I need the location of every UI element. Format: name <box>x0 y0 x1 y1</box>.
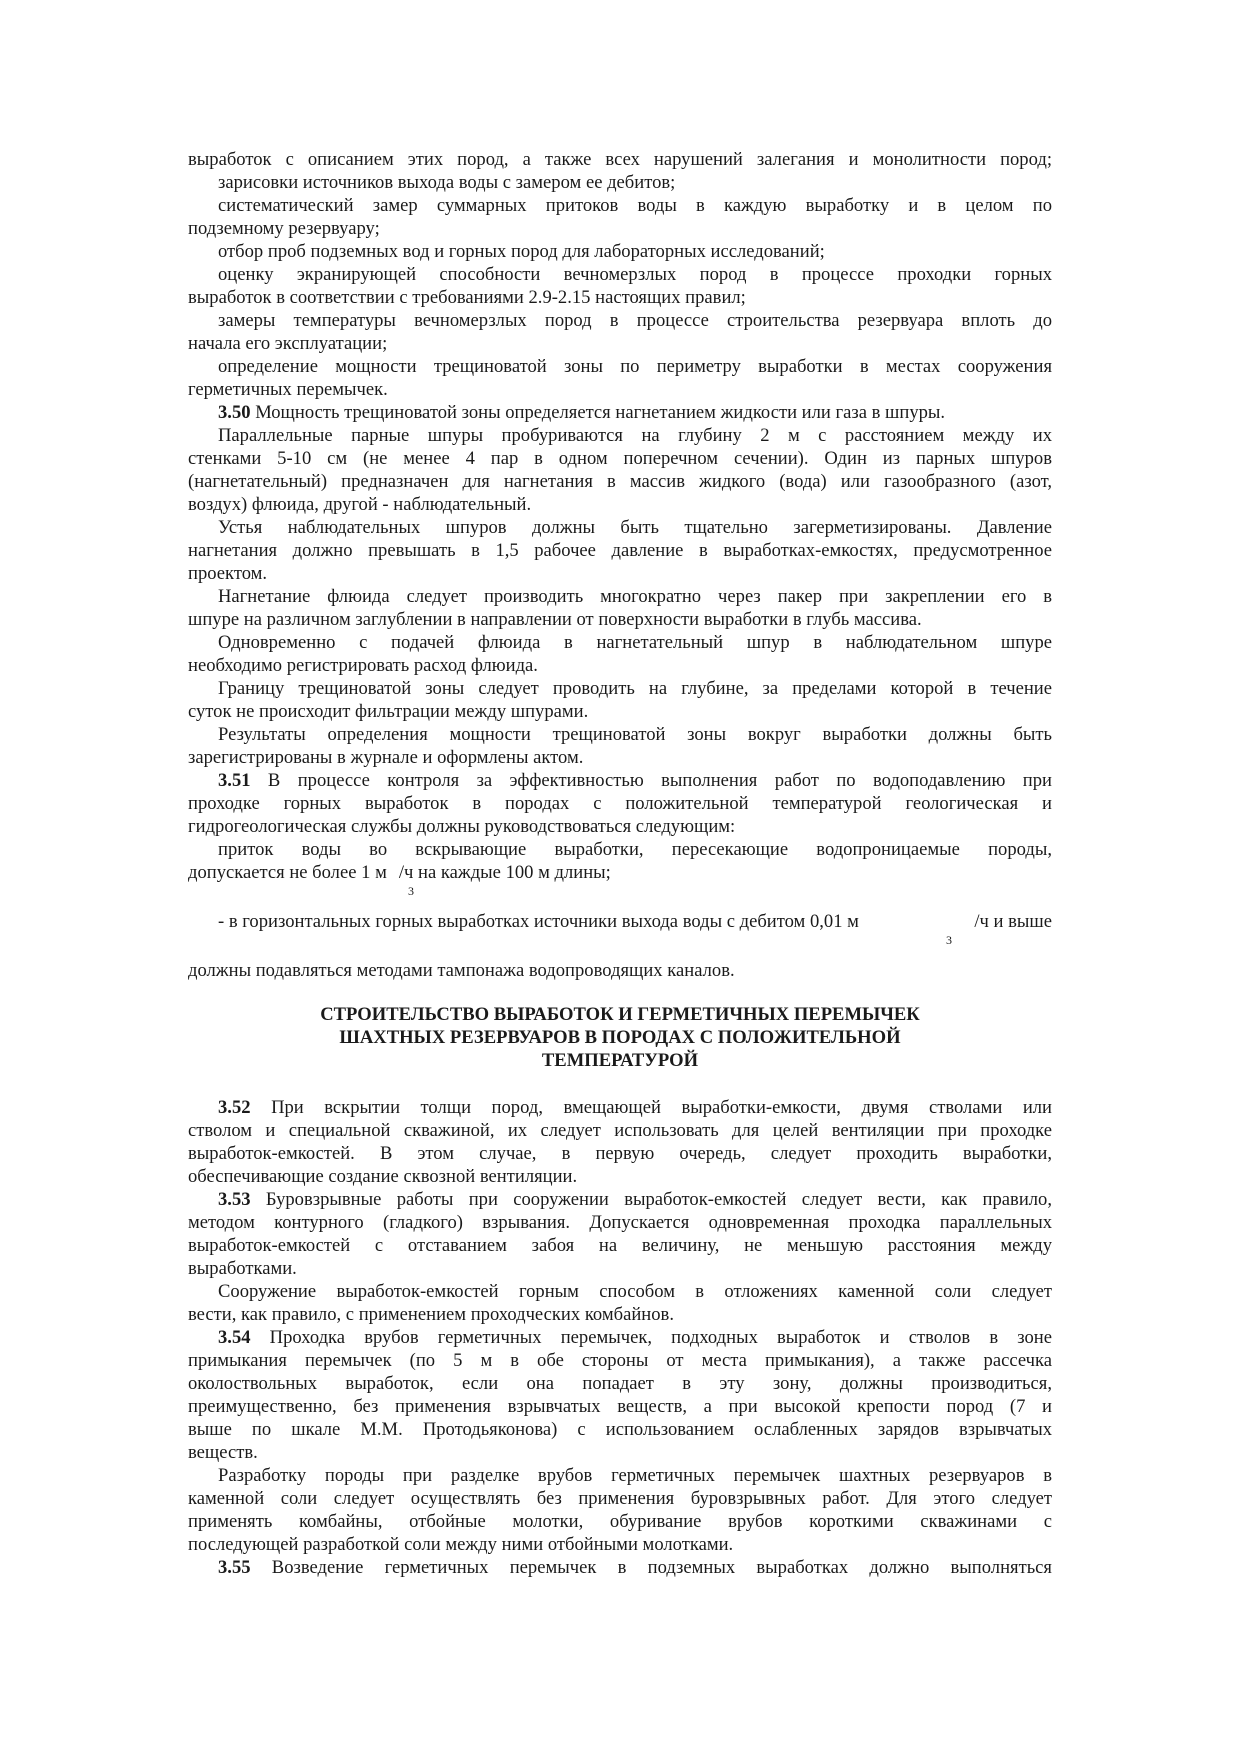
section-heading: ШАХТНЫХ РЕЗЕРВУАРОВ В ПОРОДАХ С ПОЛОЖИТЕЛЬНОЙ <box>339 1027 901 1048</box>
clause-3-54 <box>218 1329 1052 1348</box>
text-line: шпуре на различном заглублении в направлении от поверхности выработки в глубь массива. <box>188 609 922 630</box>
text-line: применять комбайны, отбойные молотки, обуривание врубов короткими скважинами с <box>188 1511 1052 1532</box>
text-line: суток не происходит фильтрации между шпурами. <box>188 701 589 722</box>
clause-3-53 <box>218 1191 1052 1210</box>
text-line: Сооружение выработок-емкостей горным способом в отложениях каменной соли следует <box>218 1281 1052 1302</box>
text-line: выработками. <box>188 1258 297 1279</box>
clause-3-55 <box>218 1559 1052 1578</box>
text-line: обеспечивающие создание сквозной вентиляции. <box>188 1166 578 1187</box>
text-line: проектом. <box>188 563 268 584</box>
text-fragment: - в горизонтальных горных выработках источники выхода воды с дебитом 0,01 м <box>218 911 859 932</box>
text-line: Параллельные парные шпуры пробуриваются на глубину 2 м с расстоянием между их <box>218 425 1052 446</box>
text-line: нагнетания должно превышать в 1,5 рабочее давление в выработках-емкостях, предусмотренное <box>188 540 1052 561</box>
text-line: Буровзрывные работы при сооружении выработок-емкостей следует вести, как правило, <box>250 1189 1052 1210</box>
clause-number: 3.55 <box>218 1557 251 1578</box>
text-line: В процессе контроля за эффективностью выполнения работ по водоподавлению при <box>250 770 1052 791</box>
text-line: примыкания перемычек (по 5 м в обе стороны от места примыкания), а также рассечка <box>188 1350 1052 1371</box>
superscript-cubed: 3 <box>946 933 952 947</box>
text-fragment: допускается не более 1 м <box>188 862 387 883</box>
text-line: Проходка врубов герметичных перемычек, подходных выработок и стволов в зоне <box>250 1327 1052 1348</box>
text-line <box>188 864 611 883</box>
text-line: Разработку породы при разделке врубов герметичных перемычек шахтных резервуаров в <box>218 1465 1052 1486</box>
text-line: Одновременно с подачей флюида в нагнетательный шпур в наблюдательном шпуре <box>218 632 1052 653</box>
text-fragment: /ч и выше <box>974 911 1052 932</box>
text-line <box>218 913 1052 932</box>
text-line: преимущественно, без применения взрывчатых веществ, а при высокой крепости пород (7 и <box>188 1396 1052 1417</box>
text-line: зарисовки источников выхода воды с замером ее дебитов; <box>218 172 676 193</box>
text-line: зарегистрированы в журнале и оформлены актом. <box>188 747 584 768</box>
text-line: должны подавляться методами тампонажа водопроводящих каналов. <box>188 960 735 981</box>
section-heading: СТРОИТЕЛЬСТВО ВЫРАБОТОК И ГЕРМЕТИЧНЫХ ПЕРЕМЫЧЕК <box>320 1004 920 1025</box>
text-line: начала его эксплуатации; <box>188 333 388 354</box>
text-line: отбор проб подземных вод и горных пород для лабораторных исследований; <box>218 241 825 262</box>
text-line: Устья наблюдательных шпуров должны быть тщательно загерметизированы. Давление <box>218 517 1052 538</box>
text-line: необходимо регистрировать расход флюида. <box>188 655 538 676</box>
clause-number: 3.51 <box>218 770 251 791</box>
clause-3-50 <box>218 404 945 423</box>
text-line: При вскрытии толщи пород, вмещающей выработки-емкости, двумя стволами или <box>250 1097 1052 1118</box>
text-line: выработок-емкостей с отставанием забоя на величину, не меньшую расстояния между <box>188 1235 1052 1256</box>
text-line: каменной соли следует осуществлять без применения буровзрывных работ. Для этого следует <box>188 1488 1052 1509</box>
text-line: веществ. <box>188 1442 258 1463</box>
text-line: Результаты определения мощности трещиноватой зоны вокруг выработки должны быть <box>218 724 1052 745</box>
text-line: определение мощности трещиноватой зоны по периметру выработки в местах сооружения <box>218 356 1052 377</box>
text-line: выработок в соответствии с требованиями 2.9-2.15 настоящих правил; <box>188 287 746 308</box>
clause-number: 3.50 <box>218 402 251 423</box>
text-line: выше по шкале М.М. Протодьяконова) с использованием ослабленных зарядов взрывчатых <box>188 1419 1052 1440</box>
text-line: подземному резервуару; <box>188 218 380 239</box>
text-line: Границу трещиноватой зоны следует проводить на глубине, за пределами которой в течение <box>218 678 1052 699</box>
text-line: выработок с описанием этих пород, а также всех нарушений залегания и монолитности пород; <box>188 149 1052 170</box>
text-line: гидрогеологическая службы должны руководствоваться следующим: <box>188 816 736 837</box>
text-line: Мощность трещиноватой зоны определяется нагнетанием жидкости или газа в шпуры. <box>250 402 946 423</box>
superscript-cubed: 3 <box>408 884 414 898</box>
text-line: последующей разработкой соли между ними отбойными молотками. <box>188 1534 734 1555</box>
clause-3-51 <box>218 772 1052 791</box>
clause-number: 3.54 <box>218 1327 251 1348</box>
section-heading: ТЕМПЕРАТУРОЙ <box>541 1050 699 1071</box>
text-line: оценку экранирующей способности вечномерзлых пород в процессе проходки горных <box>218 264 1052 285</box>
text-line: вести, как правило, с применением проходческих комбайнов. <box>188 1304 674 1325</box>
text-line: стенками 5-10 см (не менее 4 пар в одном поперечном сечении). Один из парных шпуров <box>188 448 1052 469</box>
text-line: методом контурного (гладкого) взрывания. Допускается одновременная проходка параллельных <box>188 1212 1052 1233</box>
text-line: воздух) флюида, другой - наблюдательный. <box>188 494 532 515</box>
text-line: замеры температуры вечномерзлых пород в процессе строительства резервуара вплоть до <box>218 310 1052 331</box>
clause-number: 3.53 <box>218 1189 251 1210</box>
text-line: герметичных перемычек. <box>188 379 388 400</box>
text-line: проходке горных выработок в породах с положительной температурой геологическая и <box>188 793 1052 814</box>
text-line: (нагнетательный) предназначен для нагнетания в массив жидкого (вода) или газообразного (азот, <box>188 471 1052 492</box>
text-fragment: /ч на каждые 100 м длины; <box>398 862 611 883</box>
text-line: Нагнетание флюида следует производить многократно через пакер при закреплении его в <box>218 586 1052 607</box>
text-line: систематический замер суммарных притоков воды в каждую выработку и в целом по <box>218 195 1052 216</box>
text-line: околоствольных выработок, если она попадает в эту зону, должны производиться, <box>188 1373 1052 1394</box>
clause-number: 3.52 <box>218 1097 251 1118</box>
text-line: выработок-емкостей. В этом случае, в первую очередь, следует проходить выработки, <box>188 1143 1052 1164</box>
text-line: Возведение герметичных перемычек в подземных выработках должно выполняться <box>250 1557 1052 1578</box>
text-line: приток воды во вскрывающие выработки, пересекающие водопроницаемые породы, <box>218 839 1052 860</box>
text-line: стволом и специальной скважиной, их следует использовать для целей вентиляции при проходке <box>188 1120 1052 1141</box>
clause-3-52 <box>218 1099 1052 1118</box>
